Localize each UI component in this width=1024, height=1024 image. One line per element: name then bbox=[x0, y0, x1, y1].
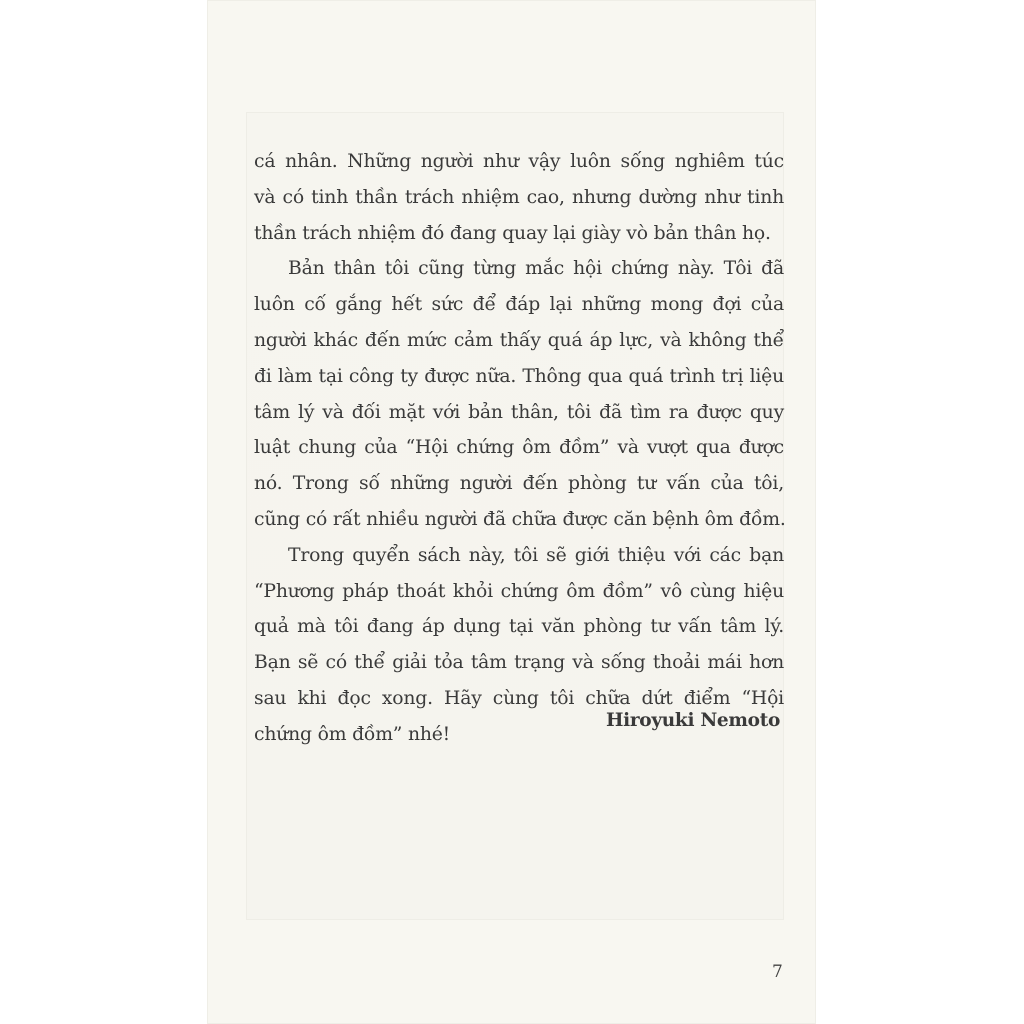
text-line: chứng ôm đồm” nhé! bbox=[254, 723, 451, 745]
text-line: người khác đến mức cảm thấy quá áp lực, và không thể bbox=[254, 329, 784, 351]
text-line: cá nhân. Những người như vậy luôn sống nghiêm túc bbox=[254, 151, 784, 172]
text-line: Trong quyển sách này, tôi sẽ giới thiệu với các bạn bbox=[288, 544, 784, 566]
text-line: và có tinh thần trách nhiệm cao, nhưng dường như tinh bbox=[254, 186, 784, 208]
page-number: 7 bbox=[772, 962, 783, 982]
text-line: đi làm tại công ty được nữa. Thông qua quá trình trị liệu bbox=[254, 365, 784, 387]
text-line: quả mà tôi đang áp dụng tại văn phòng tư vấn tâm lý. bbox=[254, 616, 784, 638]
text-line: Bản thân tôi cũng từng mắc hội chứng này. Tôi đã bbox=[288, 258, 784, 280]
text-line: cũng có rất nhiều người đã chữa được căn bệnh ôm đồm. bbox=[254, 508, 786, 530]
text-line: luôn cố gắng hết sức để đáp lại những mong đợi của bbox=[254, 294, 784, 316]
text-line: luật chung của “Hội chứng ôm đồm” và vượt qua được bbox=[254, 437, 784, 459]
text-line: Bạn sẽ có thể giải tỏa tâm trạng và sống thoải mái hơn bbox=[254, 652, 784, 674]
text-line: thần trách nhiệm đó đang quay lại giày vò bản thân họ. bbox=[254, 222, 771, 244]
paragraph bbox=[254, 251, 784, 537]
text-line: sau khi đọc xong. Hãy cùng tôi chữa dứt điểm “Hội bbox=[254, 687, 784, 709]
author-signature: Hiroyuki Nemoto bbox=[605, 710, 780, 731]
paragraph bbox=[254, 144, 784, 251]
text-line: nó. Trong số những người đến phòng tư vấn của tôi, bbox=[254, 473, 784, 495]
text-line: “Phương pháp thoát khỏi chứng ôm đồm” vô cùng hiệu bbox=[254, 580, 784, 602]
text-line: tâm lý và đối mặt với bản thân, tôi đã tìm ra được quy bbox=[254, 401, 784, 423]
body-text bbox=[254, 144, 784, 753]
